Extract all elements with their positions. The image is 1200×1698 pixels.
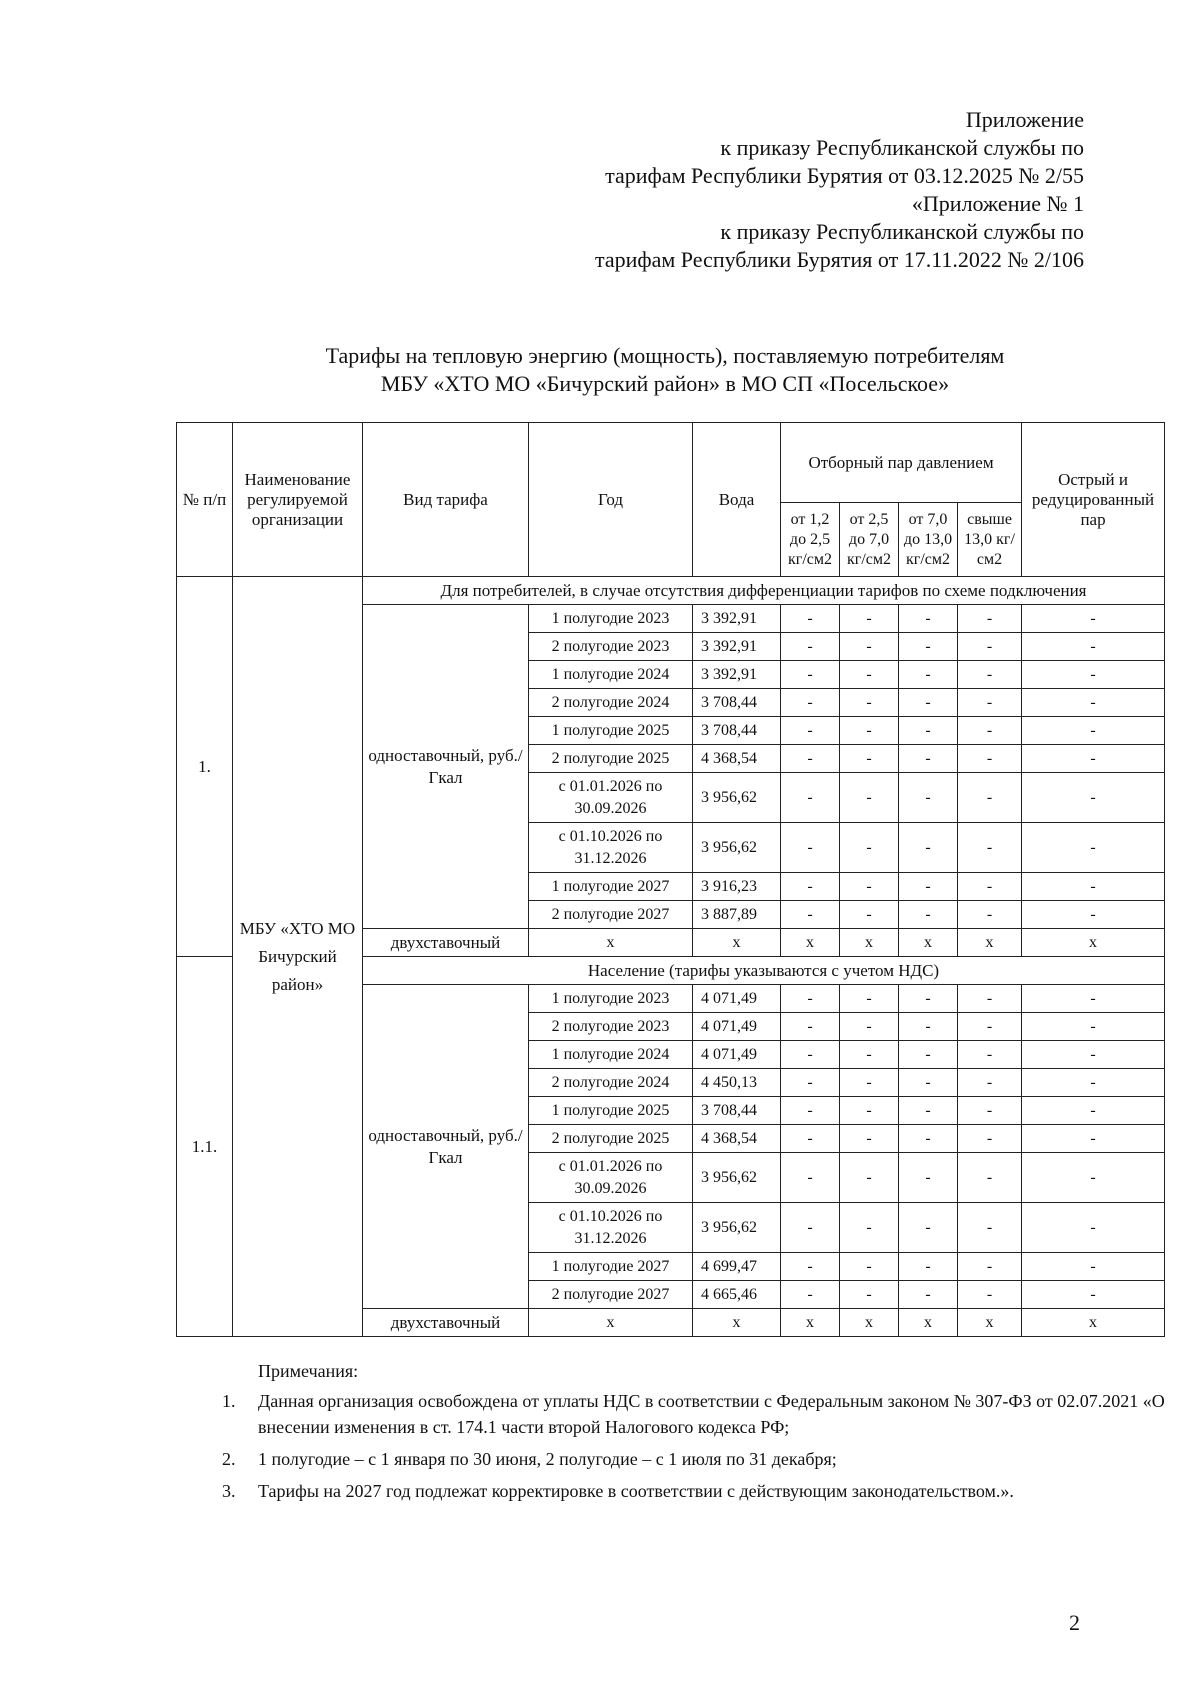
page-number: 2 <box>1069 1610 1080 1635</box>
dash-cell: - <box>781 873 840 901</box>
two-rate-label: двухставочный <box>363 1309 529 1337</box>
dash-cell: - <box>899 901 958 929</box>
header-line: тарифам Республики Бурятия от 03.12.2025 № 2/55 <box>605 163 1084 188</box>
dash-cell: - <box>1022 1013 1165 1041</box>
water-value: 3 708,44 <box>693 717 781 745</box>
header-line: к приказу Республиканской службы по <box>720 135 1084 160</box>
dash-cell: - <box>958 661 1022 689</box>
header-org: Наименование регулируемой организации <box>233 423 363 577</box>
water-value: 3 392,91 <box>693 661 781 689</box>
dash-cell: - <box>781 823 840 873</box>
dash-cell: - <box>781 661 840 689</box>
cross-cell: х <box>899 1309 958 1337</box>
dash-cell: - <box>781 901 840 929</box>
cross-cell: х <box>781 1309 840 1337</box>
dash-cell: - <box>840 1041 899 1069</box>
dash-cell: - <box>840 689 899 717</box>
dash-cell: - <box>1022 605 1165 633</box>
header-steam-4: свыше 13,0 кг/см2 <box>958 503 1022 577</box>
note-item <box>222 1446 1172 1472</box>
year-cell: 2 полугодие 2023 <box>529 633 693 661</box>
dash-cell: - <box>781 773 840 823</box>
dash-cell: - <box>899 689 958 717</box>
dash-cell: - <box>840 1069 899 1097</box>
dash-cell: - <box>899 1013 958 1041</box>
water-value: 3 708,44 <box>693 689 781 717</box>
dash-cell: - <box>899 1041 958 1069</box>
dash-cell: - <box>840 773 899 823</box>
water-value: 4 071,49 <box>693 1013 781 1041</box>
org-name: МБУ «ХТО МО Бичурский район» <box>233 577 363 1337</box>
dash-cell: - <box>899 873 958 901</box>
water-value: 4 450,13 <box>693 1069 781 1097</box>
year-cell: 2 полугодие 2027 <box>529 1281 693 1309</box>
dash-cell: - <box>1022 1041 1165 1069</box>
year-cell: с 01.01.2026 по 30.09.2026 <box>529 773 693 823</box>
dash-cell: - <box>1022 773 1165 823</box>
year-cell: 1 полугодие 2023 <box>529 985 693 1013</box>
note-text: Данная организация освобождена от уплаты НДС в соответствии с Федеральным законом № 307-ФЗ от 02.07.2021 «О внесении изменения в ст. 174.1 части второй Налогового кодекса РФ; <box>258 1391 1165 1437</box>
dash-cell: - <box>781 745 840 773</box>
dash-cell: - <box>781 1097 840 1125</box>
note-item <box>222 1478 1172 1504</box>
title-line-2: МБУ «ХТО МО «Бичурский район» в МО СП «Посельское» <box>380 371 950 396</box>
dash-cell: - <box>1022 1097 1165 1125</box>
header-kind: Вид тарифа <box>363 423 529 577</box>
dash-cell: - <box>1022 661 1165 689</box>
appendix-header <box>595 106 1084 274</box>
cross-cell: х <box>781 929 840 957</box>
dash-cell: - <box>1022 985 1165 1013</box>
header-num: № п/п <box>177 423 233 577</box>
dash-cell: - <box>899 1253 958 1281</box>
dash-cell: - <box>781 689 840 717</box>
section-caption: Для потребителей, в случае отсутствия дифференциации тарифов по схеме подключения <box>363 577 1165 605</box>
cross-cell: х <box>840 929 899 957</box>
dash-cell: - <box>1022 633 1165 661</box>
dash-cell: - <box>1022 1125 1165 1153</box>
year-cell: 1 полугодие 2024 <box>529 1041 693 1069</box>
year-cell: 2 полугодие 2025 <box>529 1125 693 1153</box>
dash-cell: - <box>958 1069 1022 1097</box>
cross-cell: х <box>899 929 958 957</box>
dash-cell: - <box>840 633 899 661</box>
water-value: 4 699,47 <box>693 1253 781 1281</box>
water-value: 3 392,91 <box>693 633 781 661</box>
cross-cell: х <box>693 929 781 957</box>
section-number: 1. <box>177 577 233 957</box>
year-cell: 1 полугодие 2025 <box>529 717 693 745</box>
dash-cell: - <box>1022 1281 1165 1309</box>
dash-cell: - <box>958 773 1022 823</box>
dash-cell: - <box>1022 1069 1165 1097</box>
dash-cell: - <box>958 823 1022 873</box>
year-cell: 2 полугодие 2025 <box>529 745 693 773</box>
water-value: 4 665,46 <box>693 1281 781 1309</box>
dash-cell: - <box>781 1281 840 1309</box>
dash-cell: - <box>840 901 899 929</box>
dash-cell: - <box>899 661 958 689</box>
dash-cell: - <box>840 605 899 633</box>
dash-cell: - <box>899 717 958 745</box>
cross-cell: х <box>693 1309 781 1337</box>
note-number: 2. <box>222 1449 236 1469</box>
note-text: Тарифы на 2027 год подлежат корректировке в соответствии с действующим законодательством.». <box>258 1481 1014 1501</box>
dash-cell: - <box>958 1041 1022 1069</box>
cross-cell: х <box>1022 929 1165 957</box>
dash-cell: - <box>958 1013 1022 1041</box>
dash-cell: - <box>958 1153 1022 1203</box>
dash-cell: - <box>958 605 1022 633</box>
year-cell: 2 полугодие 2023 <box>529 1013 693 1041</box>
dash-cell: - <box>958 1253 1022 1281</box>
dash-cell: - <box>1022 745 1165 773</box>
dash-cell: - <box>840 985 899 1013</box>
dash-cell: - <box>958 873 1022 901</box>
dash-cell: - <box>899 773 958 823</box>
dash-cell: - <box>958 1281 1022 1309</box>
dash-cell: - <box>899 1125 958 1153</box>
dash-cell: - <box>899 823 958 873</box>
dash-cell: - <box>840 1153 899 1203</box>
dash-cell: - <box>1022 689 1165 717</box>
year-cell: 2 полугодие 2024 <box>529 1069 693 1097</box>
dash-cell: - <box>781 605 840 633</box>
dash-cell: - <box>781 1041 840 1069</box>
water-value: 3 708,44 <box>693 1097 781 1125</box>
dash-cell: - <box>899 605 958 633</box>
dash-cell: - <box>958 745 1022 773</box>
dash-cell: - <box>781 1069 840 1097</box>
dash-cell: - <box>958 689 1022 717</box>
two-rate-label: двухставочный <box>363 929 529 957</box>
dash-cell: - <box>958 901 1022 929</box>
dash-cell: - <box>1022 1203 1165 1253</box>
dash-cell: - <box>781 985 840 1013</box>
cross-cell: х <box>840 1309 899 1337</box>
document-title <box>0 342 1200 398</box>
year-cell: 2 полугодие 2024 <box>529 689 693 717</box>
dash-cell: - <box>899 1069 958 1097</box>
water-value: 3 392,91 <box>693 605 781 633</box>
dash-cell: - <box>899 1153 958 1203</box>
header-sharp-steam: Острый и редуцированный пар <box>1022 423 1165 577</box>
year-cell: 2 полугодие 2027 <box>529 901 693 929</box>
water-value: 3 956,62 <box>693 1203 781 1253</box>
dash-cell: - <box>840 1203 899 1253</box>
dash-cell: - <box>958 1125 1022 1153</box>
title-line-1: Тарифы на тепловую энергию (мощность), поставляемую потребителям <box>325 343 1005 368</box>
dash-cell: - <box>1022 717 1165 745</box>
dash-cell: - <box>781 1253 840 1281</box>
dash-cell: - <box>840 745 899 773</box>
water-value: 3 887,89 <box>693 901 781 929</box>
note-text: 1 полугодие – с 1 января по 30 июня, 2 полугодие – с 1 июля по 31 декабря; <box>258 1449 837 1469</box>
dash-cell: - <box>958 1097 1022 1125</box>
dash-cell: - <box>899 985 958 1013</box>
year-cell: 1 полугодие 2027 <box>529 1253 693 1281</box>
dash-cell: - <box>840 1013 899 1041</box>
dash-cell: - <box>1022 873 1165 901</box>
water-value: 3 956,62 <box>693 823 781 873</box>
note-item <box>222 1388 1172 1440</box>
year-cell: 1 полугодие 2025 <box>529 1097 693 1125</box>
dash-cell: - <box>781 717 840 745</box>
tariff-kind: одноставочный, руб./Гкал <box>363 605 529 929</box>
cross-cell: х <box>1022 1309 1165 1337</box>
tariff-table <box>176 422 1165 1337</box>
year-cell: с 01.10.2026 по 31.12.2026 <box>529 1203 693 1253</box>
water-value: 4 071,49 <box>693 985 781 1013</box>
section-number: 1.1. <box>177 957 233 1337</box>
water-value: 3 956,62 <box>693 773 781 823</box>
dash-cell: - <box>840 1281 899 1309</box>
water-value: 4 368,54 <box>693 1125 781 1153</box>
dash-cell: - <box>1022 823 1165 873</box>
dash-cell: - <box>840 1097 899 1125</box>
header-steam: Отборный пар давлением <box>781 423 1022 503</box>
dash-cell: - <box>899 1203 958 1253</box>
header-year: Год <box>529 423 693 577</box>
tariff-kind: одноставочный, руб./Гкал <box>363 985 529 1309</box>
year-cell: 1 полугодие 2024 <box>529 661 693 689</box>
header-steam-2: от 2,5 до 7,0 кг/см2 <box>840 503 899 577</box>
water-value: 4 071,49 <box>693 1041 781 1069</box>
dash-cell: - <box>958 1203 1022 1253</box>
dash-cell: - <box>781 1203 840 1253</box>
header-line: к приказу Республиканской службы по <box>720 219 1084 244</box>
dash-cell: - <box>899 1097 958 1125</box>
header-steam-3: от 7,0 до 13,0 кг/см2 <box>899 503 958 577</box>
dash-cell: - <box>781 1125 840 1153</box>
water-value: 4 368,54 <box>693 745 781 773</box>
header-line: Приложение <box>965 107 1084 132</box>
year-cell: с 01.01.2026 по 30.09.2026 <box>529 1153 693 1203</box>
dash-cell: - <box>840 873 899 901</box>
cross-cell: х <box>529 929 693 957</box>
dash-cell: - <box>781 1153 840 1203</box>
cross-cell: х <box>958 1309 1022 1337</box>
dash-cell: - <box>958 717 1022 745</box>
year-cell: 1 полугодие 2027 <box>529 873 693 901</box>
dash-cell: - <box>899 633 958 661</box>
dash-cell: - <box>781 1013 840 1041</box>
dash-cell: - <box>840 1125 899 1153</box>
dash-cell: - <box>840 661 899 689</box>
year-cell: 1 полугодие 2023 <box>529 605 693 633</box>
dash-cell: - <box>958 985 1022 1013</box>
dash-cell: - <box>840 717 899 745</box>
dash-cell: - <box>1022 1253 1165 1281</box>
header-line: «Приложение № 1 <box>911 191 1084 216</box>
header-water: Вода <box>693 423 781 577</box>
water-value: 3 956,62 <box>693 1153 781 1203</box>
dash-cell: - <box>958 633 1022 661</box>
section-caption: Население (тарифы указываются с учетом НДС) <box>363 957 1165 985</box>
cross-cell: х <box>958 929 1022 957</box>
year-cell: с 01.10.2026 по 31.12.2026 <box>529 823 693 873</box>
dash-cell: - <box>1022 901 1165 929</box>
note-number: 3. <box>222 1481 236 1501</box>
dash-cell: - <box>781 633 840 661</box>
dash-cell: - <box>1022 1153 1165 1203</box>
notes-caption: Примечания: <box>258 1361 359 1381</box>
dash-cell: - <box>840 1253 899 1281</box>
header-line: тарифам Республики Бурятия от 17.11.2022 № 2/106 <box>594 247 1084 272</box>
notes <box>222 1358 1172 1510</box>
dash-cell: - <box>840 823 899 873</box>
section-caption-row <box>177 577 1165 605</box>
cross-cell: х <box>529 1309 693 1337</box>
header-steam-1: от 1,2 до 2,5 кг/см2 <box>781 503 840 577</box>
water-value: 3 916,23 <box>693 873 781 901</box>
dash-cell: - <box>899 745 958 773</box>
note-number: 1. <box>222 1391 236 1411</box>
dash-cell: - <box>899 1281 958 1309</box>
